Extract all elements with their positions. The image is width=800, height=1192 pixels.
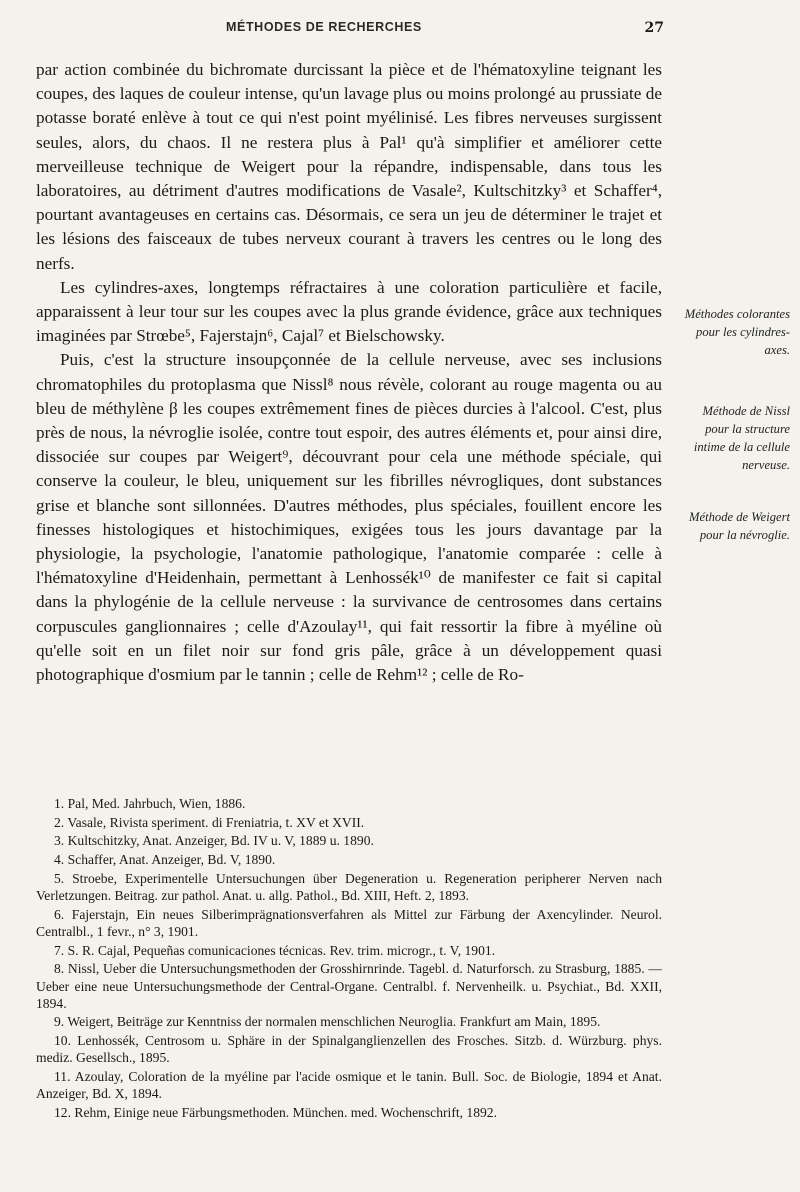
footnotes <box>36 795 662 1123</box>
running-title: MÉTHODES DE RECHERCHES <box>226 20 422 34</box>
footnote: 7. S. R. Cajal, Pequeñas comunicaciones técnicas. Rev. trim. microgr., t. V, 1901. <box>54 942 496 958</box>
main-text <box>36 58 662 687</box>
footnote: 11. Azoulay, Coloration de la myéline par l'acide osmique et le tanin. Bull. Soc. de Biologie, 1894 et Anat. Anzeiger, Bd. X, 1894. <box>36 1069 662 1102</box>
footnote: 12. Rehm, Einige neue Färbungsmethoden. München. med. Wochenschrift, 1892. <box>54 1104 498 1120</box>
page-number: 27 <box>644 20 664 36</box>
footnote: 4. Schaffer, Anat. Anzeiger, Bd. V, 1890. <box>54 852 276 868</box>
footnote: 9. Weigert, Beiträge zur Kenntniss der normalen menschlichen Neuroglia. Frankfurt am Main, 1895. <box>54 1014 601 1030</box>
margin-note <box>676 305 790 373</box>
margin-note-text: Méthodes colorantes pour les cylindres-axes. <box>684 307 790 357</box>
paragraph: par action combinée du bichromate durcissant la pièce et de l'hématoxyline teignant les coupes, des laques de couleur intense, qu'un lavage plus ou moins prolongé au prussiate de potasse boraté enlève à tout ce qui n'est point myélinisé. Les fibres nerveuses surgissent seules, alors, du chaos. Il ne restera plus à Pal¹ qu'à simplifier et améliorer cette merveilleuse technique de Weigert pour la répandre, indispensable, dans tous les laboratoires, au détriment d'autres modifications de Vasale², Kultschitzky³ et Schaffer⁴, pourtant avantageuses en certains cas. Désormais, ce sera un jeu de déterminer le trajet et les lésions des faisceaux de tubes nerveux courant à travers les centres ou le long des nerfs. <box>36 60 662 273</box>
footnote: 6. Fajerstajn, Ein neues Silberimprägnationsverfahren als Mittel zur Färbung der Axencylinder. Neurol. Centralbl., 1 fevr., n° 3, 1901. <box>36 906 662 939</box>
footnote: 5. Stroebe, Experimentelle Untersuchungen über Degeneration u. Regeneration peripherer Nerven nach Verletzungen. Beitrag. zur pathol. Anat. u. allg. Pathol., Bd. XIII, Heft. 2, 1893. <box>36 870 662 904</box>
page-header <box>36 18 664 40</box>
footnote: 3. Kultschitzky, Anat. Anzeiger, Bd. IV u. V, 1889 u. 1890. <box>54 833 374 849</box>
paragraph: Puis, c'est la structure insoupçonnée de la cellule nerveuse, avec ses inclusions chromatophiles du protoplasma que Nissl⁸ nous révèle, colorant au rouge magenta ou au bleu de méthylène β les coupes extrêmement fines de pièces durcies à l'alcool. C'est, plus près de nous, la névroglie isolée, contre tout espoir, des autres éléments et, pour ainsi dire, dissociée sur coupes par Weigert⁹, découvrant pour cela une méthode spéciale, qui conserve la couleur, le bleu, uniquement sur les fibrilles névrogliques, dont substances grise et blanche sont sillonnées. D'autres méthodes, plus spéciales, fouillent encore les finesses histologiques et histochimiques, exigées tous les jours davantage par la physiologie, la psychologie, l'anatomie pathologique, l'anatomie comparée : celle à l'hématoxyline d'Heidenhain, permettant à Lenhossék¹⁰ de manifester ce fait si capital dans la phylogénie de la cellule nerveuse : la survivance de centrosomes dans certains corpuscules ganglionnaires ; celle d'Azoulay¹¹, qui fait ressortir la fibre à myéline où qu'elle soit en un filet noir sur fond gris pâle, grâce à un développement quasi photographique d'osmium par le tannin ; celle de Rehm¹² ; celle de Ro- <box>36 350 662 685</box>
footnote: 2. Vasale, Rivista speriment. di Freniatria, t. XV et XVII. <box>54 814 365 830</box>
footnote: 10. Lenhossék, Centrosom u. Sphäre in der Spinalganglienzellen des Frosches. Sitzb. d. Würzburg. phys. mediz. Gesellsch., 1895. <box>36 1033 662 1066</box>
footnote: 8. Nissl, Ueber die Untersuchungsmethoden der Grosshirnrinde. Tagebl. d. Naturforsch. zu Strasburg, 1885. — Ueber eine neue Untersuchungsmethode der Central-Organe. Centralbl. f. Nervenheilk. u. Psychiat., Bd. XXII, 1894. <box>36 961 662 1011</box>
margin-note <box>676 402 790 488</box>
paragraph: Les cylindres-axes, longtemps réfractaires à une coloration particulière et facile, apparaissent à leur tour sur les coupes avec la plus grande évidence, grâce aux techniques imaginées par Strœbe⁵, Fajerstajn⁶, Cajal⁷ et Bielschowsky. <box>36 277 662 346</box>
margin-note <box>676 508 790 558</box>
margin-note-text: Méthode de Nissl pour la structure intime de la cellule nerveuse. <box>693 404 790 472</box>
margin-note-text: Méthode de Weigert pour la névroglie. <box>689 510 790 542</box>
footnote: 1. Pal, Med. Jahrbuch, Wien, 1886. <box>54 796 246 811</box>
